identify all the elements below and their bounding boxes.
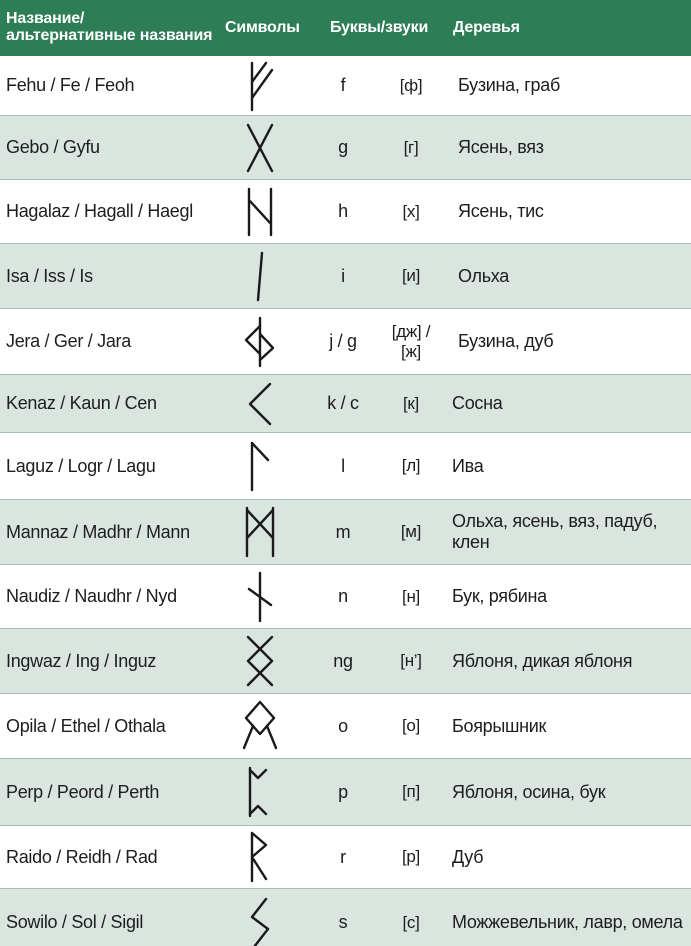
table-row	[0, 433, 691, 500]
rune-symbol	[225, 759, 295, 825]
rune-letter: ng	[333, 650, 353, 671]
rune-sound: [с]	[402, 912, 420, 932]
ingwaz-rune-icon	[240, 633, 280, 689]
rune-symbol	[225, 826, 295, 888]
rune-name: Fehu / Fe / Feoh	[6, 75, 135, 95]
table-row	[0, 56, 691, 116]
rune-symbol	[225, 375, 295, 432]
rune-name: Perp / Peord / Perth	[6, 781, 160, 802]
rune-sound: [о]	[401, 716, 420, 735]
naudiz-rune-icon	[240, 569, 280, 625]
rune-trees: Ясень, вяз	[458, 137, 544, 157]
rune-trees: Ясень, тис	[458, 201, 544, 221]
rune-sound: [ф]	[399, 75, 423, 95]
table-row	[0, 565, 691, 629]
rune-letter: r	[340, 846, 346, 867]
rune-name: Jera / Ger / Jara	[6, 331, 131, 351]
rune-sound: [п]	[402, 782, 420, 801]
header-letter-column: Буквы/звуки	[330, 19, 429, 36]
fehu-rune-icon	[240, 58, 280, 114]
rune-sound: [к]	[403, 393, 419, 413]
table-row	[0, 826, 691, 889]
rune-symbol	[225, 309, 295, 374]
rune-sound: [л]	[401, 456, 421, 475]
rune-sound: [дж] / [ж]	[391, 321, 431, 361]
table-row	[0, 309, 691, 375]
rune-sound: [х]	[402, 201, 420, 221]
sowilo-rune-icon	[240, 895, 280, 946]
rune-letter: k / c	[327, 393, 359, 413]
rune-sound: [р]	[401, 847, 420, 866]
rune-trees: Бузина, дуб	[458, 331, 554, 351]
kenaz-rune-icon	[240, 376, 280, 432]
jera-rune-icon	[240, 314, 280, 370]
rune-name: Hagalaz / Hagall / Haegl	[6, 201, 193, 221]
rune-sound: [н]	[402, 586, 420, 606]
rune-symbol	[225, 56, 295, 115]
rune-name: Naudiz / Naudhr / Nyd	[6, 586, 177, 606]
header-name-column: Название/ альтернативные названия	[6, 10, 213, 44]
rune-letter: j / g	[329, 331, 357, 351]
rune-symbol	[225, 244, 295, 308]
rune-symbol	[225, 565, 295, 628]
table-header	[0, 0, 691, 56]
rune-letter: m	[335, 521, 351, 542]
rune-sound: [и]	[401, 266, 421, 285]
header-tree-column: Деревья	[453, 19, 520, 36]
rune-trees: Бузина, граб	[458, 75, 560, 95]
rune-name: Mannaz / Madhr / Mann	[6, 521, 190, 542]
rune-trees: Бук, рябина	[452, 586, 547, 606]
rune-trees: Яблоня, дикая яблоня	[452, 650, 633, 671]
rune-sound: [г]	[403, 137, 419, 157]
rune-name: Ingwaz / Ing / Inguz	[6, 650, 157, 671]
rune-trees: Боярышник	[452, 715, 547, 736]
raido-rune-icon	[240, 829, 280, 885]
rune-letter: o	[338, 715, 348, 736]
rune-trees: Сосна	[452, 393, 503, 413]
table-row	[0, 180, 691, 244]
rune-name: Sowilo / Sol / Sigil	[6, 912, 144, 932]
rune-symbol	[225, 500, 295, 564]
gebo-rune-icon	[240, 120, 280, 176]
rune-symbol	[225, 629, 295, 693]
laguz-rune-icon	[240, 438, 280, 494]
rune-letter: i	[341, 265, 345, 286]
rune-letter: l	[341, 455, 345, 476]
table-row	[0, 629, 691, 694]
rune-name: Kenaz / Kaun / Cen	[6, 393, 157, 413]
mannaz-rune-icon	[240, 504, 280, 560]
hagalaz-rune-icon	[240, 184, 280, 240]
rune-trees: Можжевельник, лавр, омела	[452, 912, 683, 932]
rune-trees: Ольха, ясень, вяз, падуб, клен	[452, 511, 658, 552]
rune-letter: n	[338, 586, 348, 606]
rune-symbol	[225, 694, 295, 758]
table-row	[0, 694, 691, 759]
rune-trees: Яблоня, осина, бук	[452, 781, 606, 802]
rune-letter: p	[338, 781, 348, 802]
rune-name: Raido / Reidh / Rad	[6, 846, 158, 867]
rune-symbol	[225, 889, 295, 946]
header-symbol-column: Символы	[225, 19, 300, 36]
rune-letter: f	[340, 75, 346, 95]
othala-rune-icon	[240, 698, 280, 754]
rune-name: Laguz / Logr / Lagu	[6, 455, 156, 476]
rune-trees: Дуб	[452, 846, 484, 867]
rune-letter: h	[338, 201, 348, 221]
isa-rune-icon	[240, 248, 280, 304]
rune-name: Isa / Iss / Is	[6, 265, 93, 286]
rune-name: Opila / Ethel / Othala	[6, 715, 166, 736]
table-row	[0, 375, 691, 433]
table-row	[0, 244, 691, 309]
table-row	[0, 759, 691, 826]
rune-sound: [н’]	[400, 651, 422, 670]
table-row	[0, 500, 691, 565]
perthro-rune-icon	[240, 764, 280, 820]
rune-letter: g	[338, 137, 348, 157]
table-body	[0, 56, 691, 946]
rune-symbol	[225, 433, 295, 499]
table-row	[0, 889, 691, 946]
rune-symbol	[225, 116, 295, 179]
rune-trees: Ольха	[458, 265, 509, 286]
rune-sound: [м]	[400, 522, 422, 541]
rune-trees: Ива	[452, 455, 484, 476]
rune-name: Gebo / Gyfu	[6, 137, 100, 157]
table-row	[0, 116, 691, 180]
rune-letter: s	[338, 912, 348, 932]
rune-symbol	[225, 180, 295, 243]
